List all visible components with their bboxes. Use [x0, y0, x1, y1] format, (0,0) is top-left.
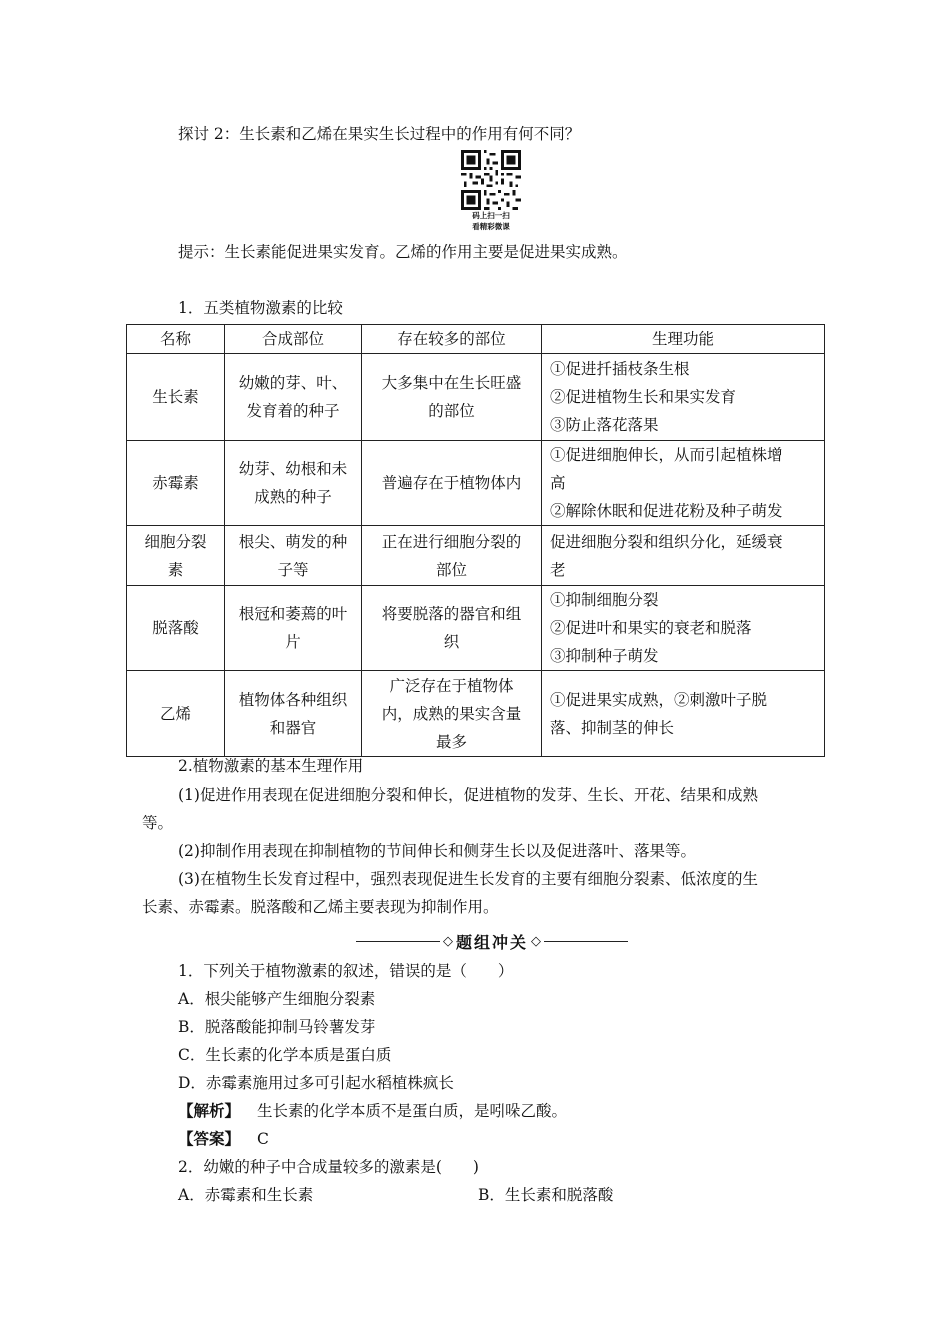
physiological-function: ①抑制细胞分裂 ②促进叶和果实的衰老和脱落 ③抑制种子萌发 [542, 586, 825, 671]
table-row [127, 671, 825, 757]
diamond-left-icon: ◇ [443, 933, 453, 949]
main-location: 普遍存在于植物体内 [362, 441, 542, 526]
roles-paragraph-2: (2)抑制作用表现在抑制植物的节间伸长和侧芽生长以及促进落叶、落果等。 [178, 842, 696, 860]
roles-paragraph-3: (3)在植物生长发育过程中，强烈表现促进生长发育的主要有细胞分裂素、低浓度的生 [178, 870, 758, 888]
hormone-name: 脱落酸 [127, 586, 225, 671]
question-1-option-b: B．脱落酸能抑制马铃薯发芽 [178, 1018, 376, 1036]
practice-section-header [356, 930, 628, 952]
question-2-option-a: A．赤霉素和生长素 [178, 1186, 314, 1204]
header-rule-right [544, 941, 628, 942]
column-header-name: 名称 [127, 325, 225, 354]
synthesis-site: 幼嫩的芽、叶、 发育着的种子 [225, 354, 362, 441]
column-header-function: 生理功能 [542, 325, 825, 354]
main-location: 广泛存在于植物体 内，成熟的果实含量 最多 [362, 671, 542, 757]
physiological-function: ①促进细胞伸长，从而引起植株增 高 ②解除休眠和促进花粉及种子萌发 [542, 441, 825, 526]
table-row [127, 586, 825, 671]
header-rule-left [356, 941, 440, 942]
synthesis-site: 根尖、萌发的种 子等 [225, 526, 362, 586]
hormone-name: 细胞分裂 素 [127, 526, 225, 586]
synthesis-site: 植物体各种组织 和器官 [225, 671, 362, 757]
column-header-site: 合成部位 [225, 325, 362, 354]
table-header-row [127, 325, 825, 354]
roles-heading: 2.植物激素的基本生理作用 [178, 757, 364, 775]
qr-caption-line2: 看精彩微课 [472, 222, 510, 231]
column-header-location: 存在较多的部位 [362, 325, 542, 354]
question-1-stem: 1．下列关于植物激素的叙述，错误的是（ ） [178, 962, 514, 980]
main-location: 正在进行细胞分裂的 部位 [362, 526, 542, 586]
question-1-analysis [178, 1101, 567, 1121]
question-1-option-d: D．赤霉素施用过多可引起水稻植株疯长 [178, 1074, 454, 1092]
roles-paragraph-1-cont: 等。 [142, 814, 174, 832]
analysis-text: 生长素的化学本质不是蛋白质，是吲哚乙酸。 [256, 1102, 567, 1120]
table-row [127, 441, 825, 526]
table-heading: 1．五类植物激素的比较 [178, 299, 343, 317]
physiological-function: ①促进扦插枝条生根 ②促进植物生长和果实发育 ③防止落花落果 [542, 354, 825, 441]
answer-value: C [256, 1130, 269, 1148]
hormone-name: 赤霉素 [127, 441, 225, 526]
table-row [127, 354, 825, 441]
question-2-option-b: B．生长素和脱落酸 [478, 1186, 614, 1204]
hormone-comparison-table [126, 324, 825, 757]
table-row [127, 526, 825, 586]
physiological-function: 促进细胞分裂和组织分化，延缓衰 老 [542, 526, 825, 586]
discussion-hint: 提示：生长素能促进果实发育。乙烯的作用主要是促进果实成熟。 [178, 243, 628, 261]
practice-title: 题组冲关 [456, 932, 529, 952]
physiological-function: ①促进果实成熟，②刺激叶子脱 落、抑制茎的伸长 [542, 671, 825, 757]
answer-label: 【答案】 [178, 1129, 241, 1148]
synthesis-site: 幼芽、幼根和未 成熟的种子 [225, 441, 362, 526]
qr-caption-line1: 码上扫一扫 [472, 211, 510, 220]
analysis-label: 【解析】 [178, 1101, 241, 1120]
question-1-answer [178, 1129, 269, 1149]
roles-paragraph-3-cont: 长素、赤霉素。脱落酸和乙烯主要表现为抑制作用。 [142, 898, 499, 916]
main-location: 将要脱落的器官和组 织 [362, 586, 542, 671]
discussion-question: 探讨 2：生长素和乙烯在果实生长过程中的作用有何不同？ [178, 125, 581, 143]
diamond-right-icon: ◇ [531, 933, 542, 949]
question-2-stem: 2．幼嫩的种子中合成量较多的激素是( ) [178, 1158, 479, 1176]
roles-paragraph-1: (1)促进作用表现在促进细胞分裂和伸长，促进植物的发芽、生长、开花、结果和成熟 [178, 786, 758, 804]
synthesis-site: 根冠和萎蔫的叶 片 [225, 586, 362, 671]
hormone-name: 乙烯 [127, 671, 225, 757]
hormone-name: 生长素 [127, 354, 225, 441]
question-1-option-a: A．根尖能够产生细胞分裂素 [178, 990, 376, 1008]
main-location: 大多集中在生长旺盛 的部位 [362, 354, 542, 441]
question-1-option-c: C．生长素的化学本质是蛋白质 [178, 1046, 392, 1064]
